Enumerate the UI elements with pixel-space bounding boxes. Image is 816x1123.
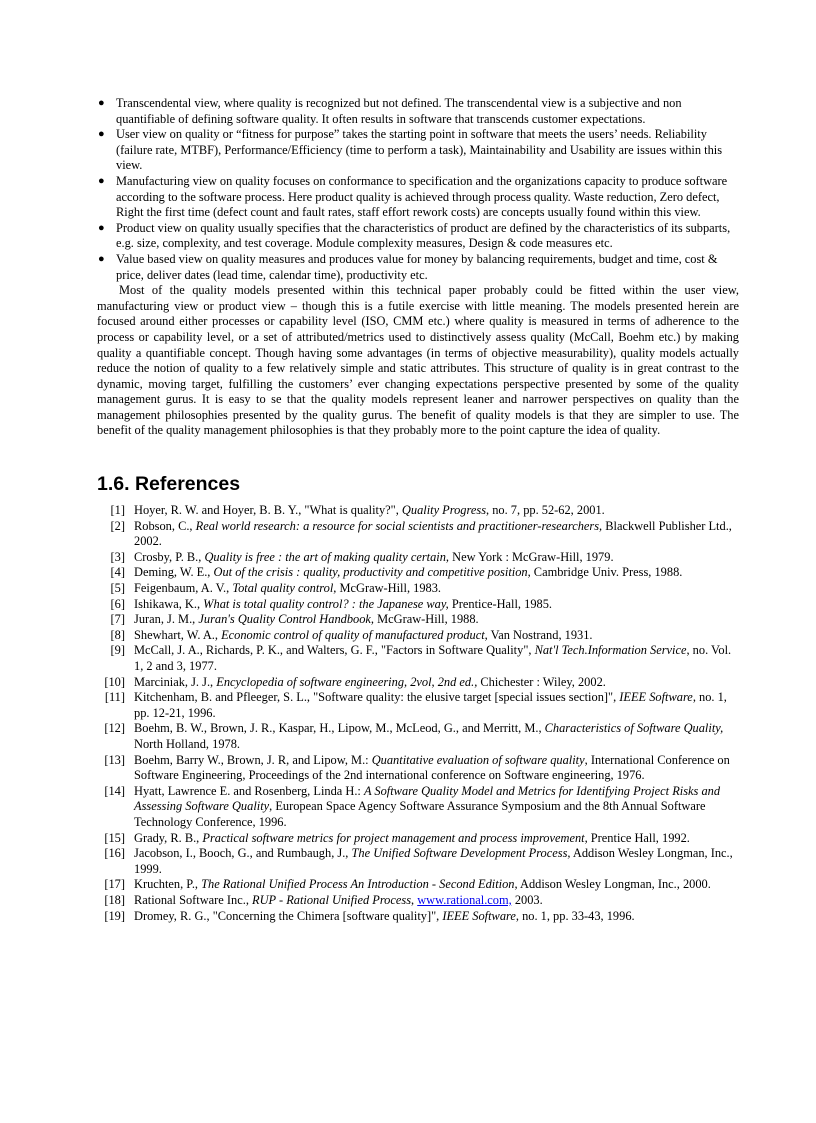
list-item-text: Transcendental view, where quality is recognized but not defined. The transcendental view is a subjective and non quantifiable of defining software quality. It often results in software that transcends customer expectations. [116, 96, 682, 126]
reference-authors: Marciniak, J. J., [134, 674, 217, 689]
reference-title: Encyclopedia of software engineering, 2vol, 2nd ed., [216, 674, 478, 689]
reference-link[interactable]: www.rational.com, [417, 892, 512, 907]
bullet-icon: ● [98, 128, 105, 141]
reference-number: [10] [104, 674, 125, 689]
reference-details: Addison Wesley Longman, Inc., 2000. [517, 877, 711, 892]
reference-authors: Crosby, P. B., [134, 549, 205, 564]
reference-title: RUP - Rational Unified Process [252, 892, 412, 907]
reference-item [97, 753, 739, 784]
reference-item [97, 550, 739, 566]
reference-authors: Jacobson, I., Booch, G., and Rumbaugh, J., [134, 846, 352, 861]
reference-authors: Boehm, Barry W., Brown, J. R, and Lipow, M.: [134, 752, 372, 767]
reference-details: , no. 1, pp. 33-43, 1996. [515, 908, 635, 923]
reference-number: [12] [104, 721, 125, 736]
reference-number: [17] [104, 877, 125, 892]
reference-number: [15] [104, 830, 125, 845]
reference-title: Quantitative evaluation of software quality [371, 752, 585, 767]
reference-item [97, 784, 739, 831]
reference-details: Cambridge Univ. Press, 1988. [530, 565, 683, 580]
reference-details: North Holland, 1978. [134, 736, 240, 751]
reference-details: New York : McGraw-Hill, 1979. [449, 549, 614, 564]
reference-number: [8] [110, 627, 125, 642]
list-item [97, 221, 739, 252]
bullet-icon: ● [98, 221, 105, 234]
reference-number: [6] [110, 596, 125, 611]
reference-year: 2003. [511, 892, 543, 907]
reference-item [97, 612, 739, 628]
reference-authors: Feigenbaum, A. V., [134, 581, 233, 596]
reference-authors: Rational Software Inc., [134, 892, 253, 907]
reference-item [97, 643, 739, 674]
reference-authors: Grady, R. B., [134, 830, 203, 845]
reference-number: [5] [110, 581, 125, 596]
reference-authors: McCall, J. A., Richards, P. K., and Walters, G. F., "Factors in Software Quality", [134, 643, 535, 658]
reference-details: Prentice Hall, 1992. [587, 830, 690, 845]
list-item-text: Product view on quality usually specifies that the characteristics of product are defined by the characteristics of its subparts, e.g. size, complexity, and test coverage. Module complexity measures, Design & code measures etc. [116, 220, 731, 251]
reference-details: , International Conference on Software Engineering, Proceedings of the 2nd international conference on Software engineering, 1976. [134, 752, 730, 783]
list-item-text: User view on quality or “fitness for purpose” takes the starting point in software that meets the users’ needs. Reliability (failure rate, MTBF), Performance/Efficiency (time to perform a task), Maintainability and Usability are issues within this view. [116, 127, 723, 173]
reference-details: Prentice-Hall, 1985. [448, 596, 553, 611]
reference-title: What is total quality control? : the Japanese way, [203, 596, 449, 611]
references-list [97, 503, 739, 924]
reference-title: Quality is free : the art of making quality certain, [204, 549, 450, 564]
reference-authors: Ishikawa, K., [134, 596, 204, 611]
quality-views-list [97, 96, 739, 283]
reference-authors: Boehm, B. W., Brown, J. R., Kaspar, H., Lipow, M., McLeod, G., and Merritt, M., [134, 721, 545, 736]
reference-authors: Kruchten, P., [134, 877, 202, 892]
reference-number: [14] [104, 783, 125, 798]
reference-title: A Software Quality Model and Metrics for Identifying Project Risks and Assessing Software Quality [134, 783, 721, 814]
reference-title: Out of the crisis : quality, productivity and competitive position, [213, 565, 531, 580]
list-item [97, 127, 739, 174]
reference-item [97, 831, 739, 847]
reference-number: [19] [104, 908, 125, 923]
reference-item [97, 519, 739, 550]
reference-number: [9] [110, 643, 125, 658]
reference-item [97, 503, 739, 519]
reference-authors: Dromey, R. G., "Concerning the Chimera [software quality]", [134, 908, 443, 923]
reference-title: Total quality control, [232, 581, 337, 596]
reference-item [97, 721, 739, 752]
reference-number: [16] [104, 846, 125, 861]
reference-item [97, 893, 739, 909]
reference-item [97, 565, 739, 581]
reference-authors: Hoyer, R. W. and Hoyer, B. B. Y., "What is quality?", [134, 503, 402, 518]
reference-item [97, 597, 739, 613]
reference-item [97, 877, 739, 893]
reference-title: Real world research: a resource for social scientists and practitioner-researchers, [195, 518, 603, 533]
reference-authors: Deming, W. E., [134, 565, 214, 580]
reference-number: [3] [110, 549, 125, 564]
reference-number: [2] [110, 518, 125, 533]
reference-details: McGraw-Hill, 1983. [336, 581, 442, 596]
reference-title: Nat'l Tech.Information Service [534, 643, 687, 658]
reference-details: , no. 7, pp. 52-62, 2001. [486, 503, 605, 518]
section-heading: 1.6. References [97, 473, 241, 496]
bullet-icon: ● [98, 252, 105, 265]
reference-details: , European Space Agency Software Assurance Symposium and the 8th Annual Software Technology Conference, 1996. [134, 799, 706, 829]
page [97, 96, 739, 924]
reference-number: [7] [110, 612, 125, 627]
reference-details: Chichester : Wiley, 2002. [477, 674, 606, 689]
reference-item [97, 628, 739, 644]
reference-title: Characteristics of Software Quality, [544, 721, 724, 736]
reference-title: IEEE Software [619, 690, 693, 705]
reference-details: McGraw-Hill, 1988. [374, 612, 479, 627]
reference-number: [4] [110, 565, 125, 580]
reference-title: Practical software metrics for project management and process improvement, [202, 830, 588, 845]
reference-item [97, 581, 739, 597]
reference-authors: Kitchenham, B. and Pfleeger, S. L., "Software quality: the elusive target [special issues section]", [134, 690, 620, 705]
reference-title: The Unified Software Development Process, [351, 846, 571, 861]
reference-item [97, 846, 739, 877]
list-item [97, 252, 739, 283]
bullet-icon: ● [98, 97, 105, 109]
reference-details: Van Nostrand, 1931. [487, 627, 593, 642]
list-item-text: Manufacturing view on quality focuses on conformance to specification and the organizations capacity to produce software according to the software process. Here product quality is achieved through process quality. Waste reduction, Zero defect, Right the first time (defect count and fault rates, staff effort rework costs) are concepts usually found within this view. [116, 173, 728, 220]
reference-title: Quality Progress [401, 503, 487, 518]
reference-number: [18] [104, 892, 125, 907]
body-paragraph: Most of the quality models presented within this technical paper probably could be fitted within the user view, manufacturing view or product view – though this is a futile exercise with little meaning. The models presented herein are focused around either processes or capability level (ISO, CMM etc.) where quality is measured in terms of adherence to the process or capability level, or a set of attributed/metrics used to distinctively assess quality (McCall, Boehm etc.) by making quality a quantifiable concept. Though having some advantages (in terms of objective measurability), quality models actually reduce the notion of quality to a few relatively simple and static attributes. This structure of quality is in great contrast to the dynamic, moving target, fulfilling the customers’ ever changing expectations perspective presented by some of the quality management gurus. It is easy to se that the quality models represent leaner and narrower perspectives on quality than the management philosophies presented by the quality gurus. The benefit of quality models is that they are simpler to use. The benefit of the quality management philosophies is that they probably more to the point capture the idea of quality. [97, 283, 739, 438]
reference-title: Economic control of quality of manufactured product, [221, 627, 488, 642]
list-item [97, 96, 739, 127]
reference-authors: Juran, J. M., [134, 612, 199, 627]
reference-number: [11] [104, 690, 125, 705]
reference-authors: Shewhart, W. A., [134, 627, 222, 642]
bullet-icon: ● [98, 174, 105, 187]
reference-title: IEEE Software [442, 908, 516, 923]
reference-details: Blackwell Publisher Ltd., 2002. [134, 518, 732, 549]
reference-item [97, 909, 739, 925]
reference-title: Juran's Quality Control Handbook, [198, 612, 375, 627]
reference-title: The Rational Unified Process An Introduction - Second Edition, [201, 877, 518, 892]
list-item-text: Value based view on quality measures and produces value for money by balancing requirements, budget and time, cost & price, deliver dates (lead time, calendar time), productivity etc. [116, 251, 718, 282]
list-item [97, 174, 739, 221]
reference-authors: Robson, C., [134, 518, 196, 533]
reference-details: , no. 1, pp. 12-21, 1996. [134, 690, 727, 720]
reference-details: , [411, 892, 418, 907]
reference-authors: Hyatt, Lawrence E. and Rosenberg, Linda H.: [134, 783, 364, 798]
reference-number: [1] [110, 503, 125, 518]
reference-details: , no. Vol. 1, 2 and 3, 1977. [134, 643, 732, 673]
reference-item [97, 675, 739, 691]
reference-details: Addison Wesley Longman, Inc., 1999. [134, 846, 733, 876]
reference-item [97, 690, 739, 721]
reference-number: [13] [104, 752, 125, 767]
